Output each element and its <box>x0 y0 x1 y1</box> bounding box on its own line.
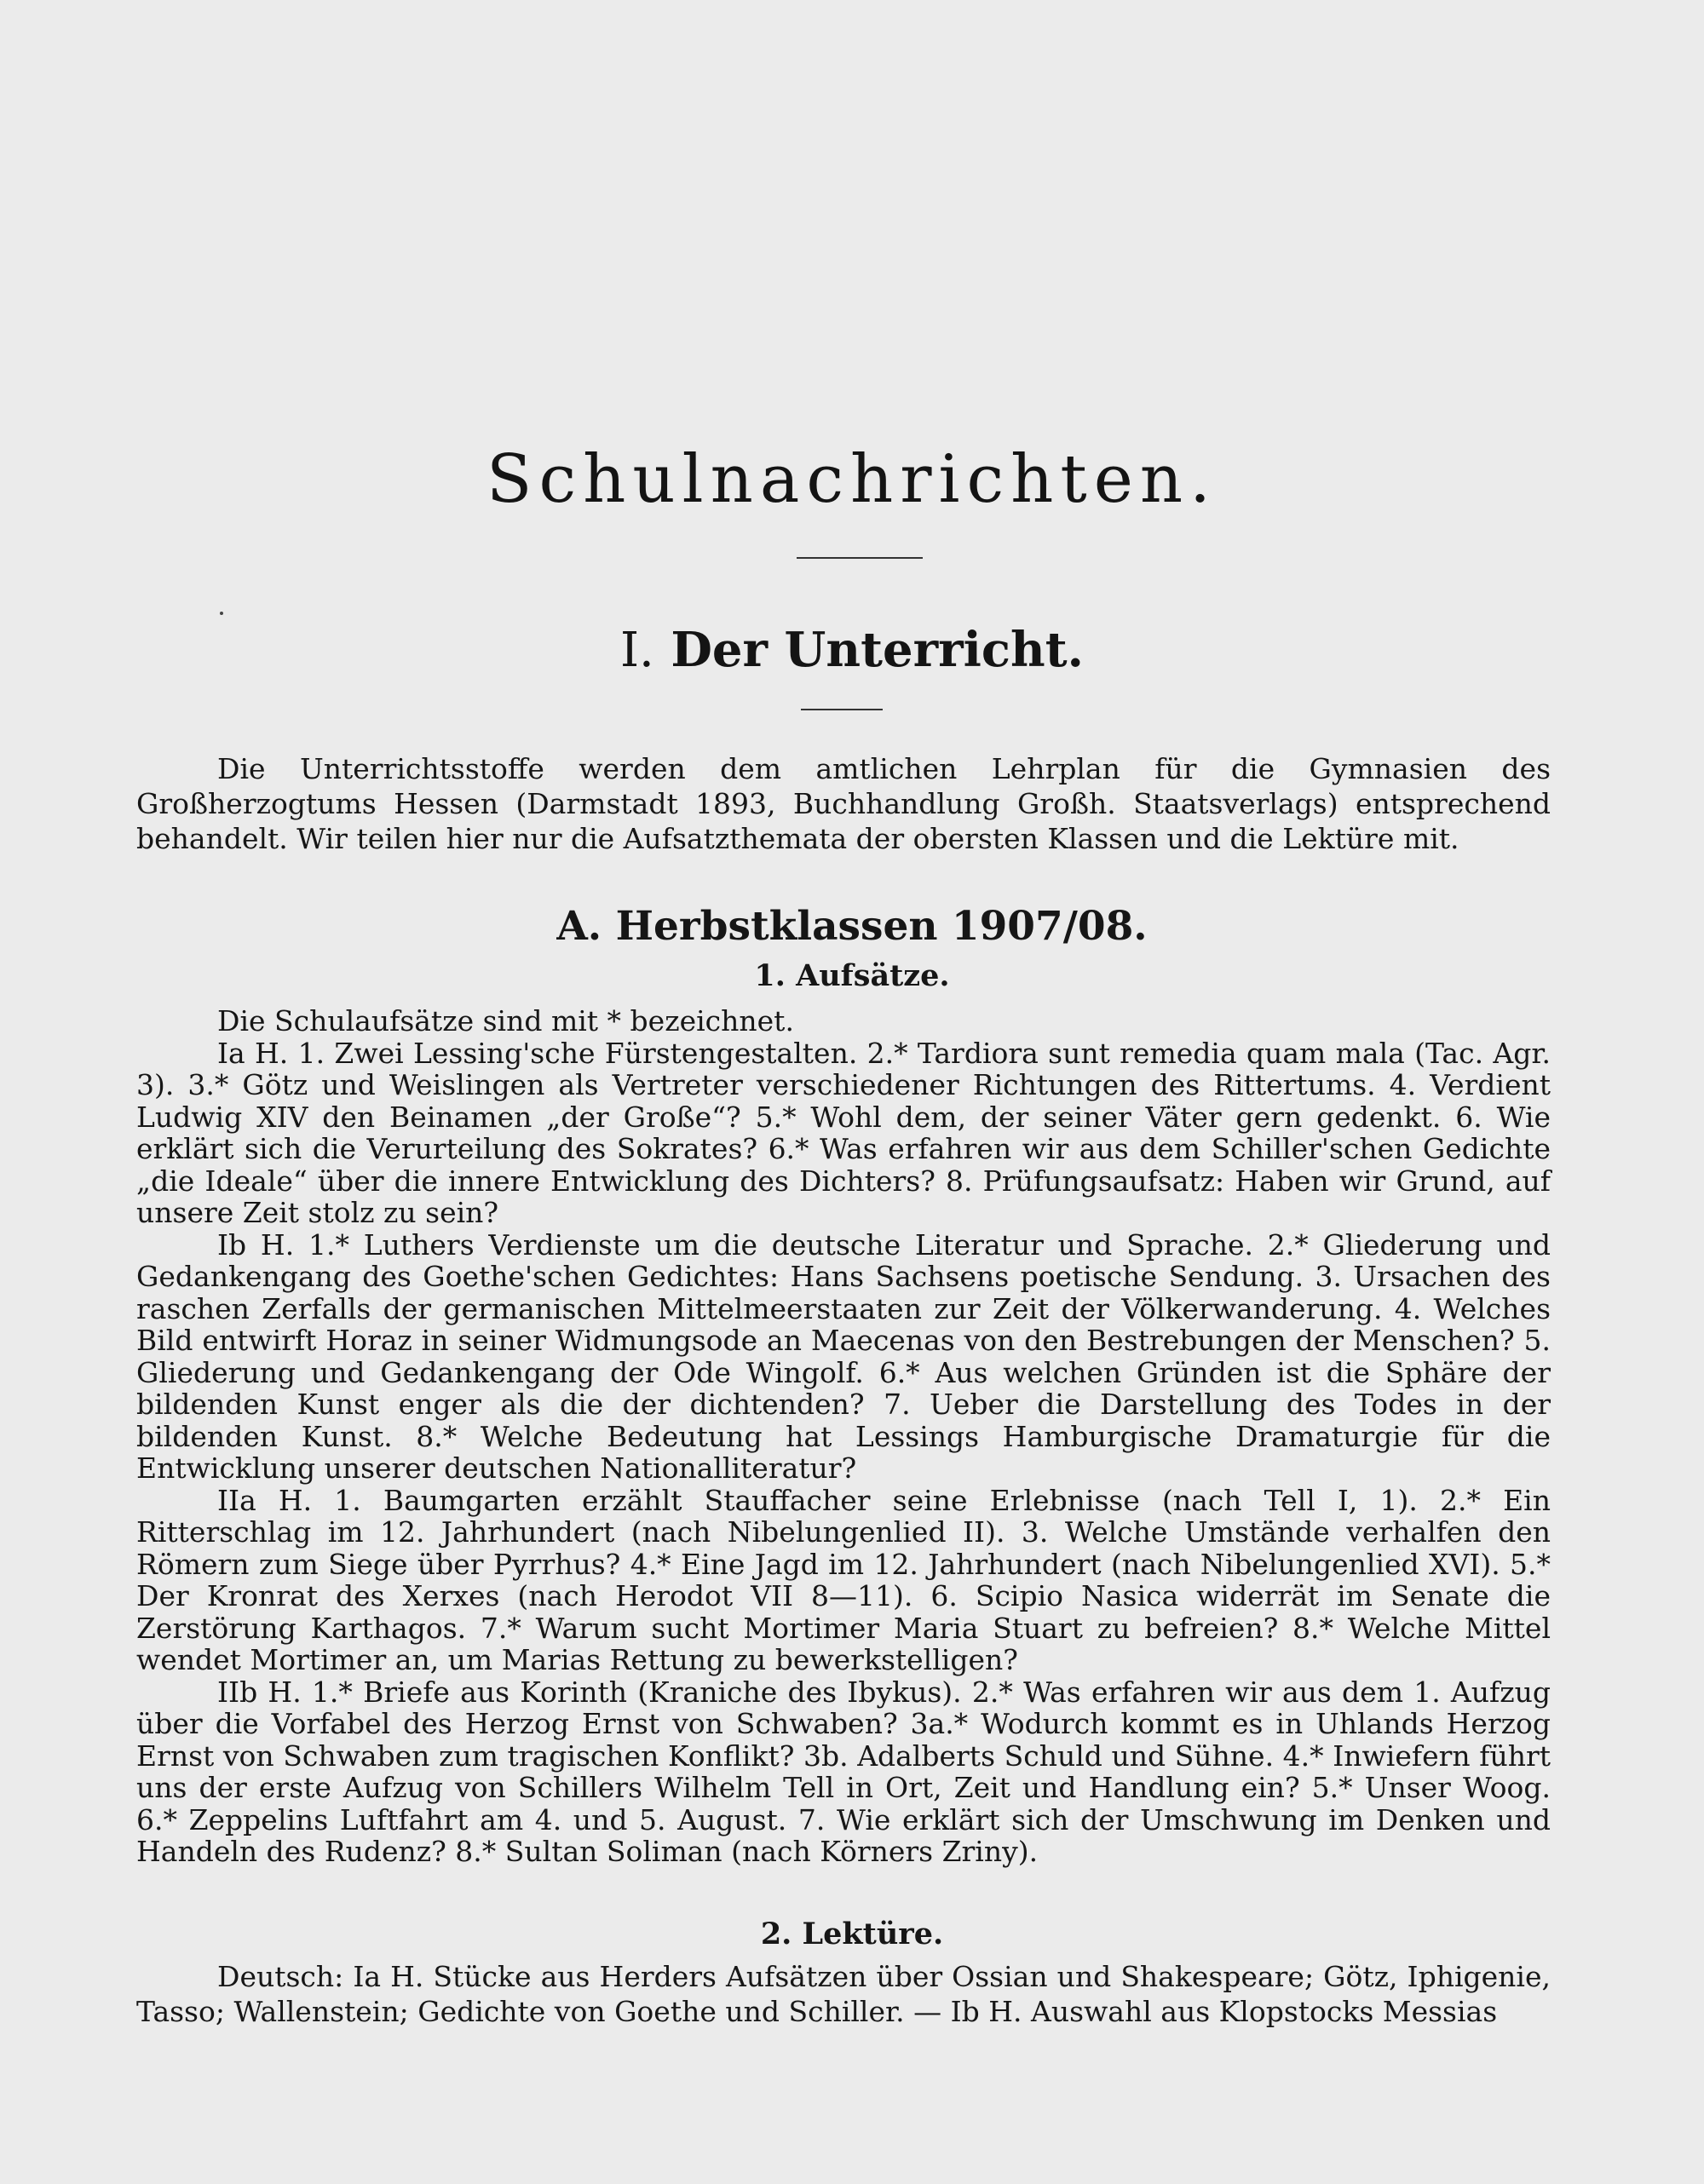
ink-speck <box>220 612 223 615</box>
essays-body <box>136 1005 1551 1868</box>
essays-heading: 1. Aufsätze. <box>754 958 950 993</box>
essay-paragraph-iib: IIb H. 1.* Briefe aus Korinth (Kraniche des Ibykus). 2.* Was erfahren wir aus dem 1. Aufzug über die Vorfabel des Herzog Ernst von Schwaben? 3a.* Wodurch kommt es in Uhlands Herzog Ernst von Schwaben zum tragischen Konflikt? 3b. Adalberts Schuld und Sühne. 4.* Inwiefern führt uns der erste Aufzug von Schillers Wilhelm Tell in Ort, Zeit und Handlung ein? 5.* Unser Woog. 6.* Zeppelins Luftfahrt am 4. und 5. August. 7. Wie erklärt sich der Umschwung im Denken und Handeln des Rudenz? 8.* Sultan Soliman (nach Körners Zriny). <box>136 1675 1551 1868</box>
essay-paragraph-ia: Ia H. 1. Zwei Lessing'sche Fürstengestalten. 2.* Tardiora sunt remedia quam mala (Tac. Agr. 3). 3.* Götz und Weislingen als Vertreter verschiedener Richtungen des Rittertums. 4. Verdient Ludwig XIV den Beinamen „der Große“? 5.* Wohl dem, der seiner Väter gern gedenkt. 6. Wie erklärt sich die Verurteilung des Sokrates? 6.* Was erfahren wir aus dem Schiller'schen Gedichte „die Ideale“ über die innere Entwicklung des Dichters? 8. Prüfungsaufsatz: Haben wir Grund, auf unsere Zeit stolz zu sein? <box>136 1036 1551 1229</box>
section-title: Der Unterricht. <box>671 622 1085 678</box>
reading-paragraph: Deutsch: Ia H. Stücke aus Herders Aufsätzen über Ossian und Shakespeare; Götz, Iphigenie, Tasso; Wallenstein; Gedichte von Goethe und Schiller. — Ib H. Auswahl aus Klopstocks Messias <box>136 1960 1551 2028</box>
page-title: Schulnachrichten. <box>486 441 1218 518</box>
section-number: I. <box>619 623 654 678</box>
reading-heading: 2. Lektüre. <box>760 1917 944 1951</box>
essay-paragraph-iia: IIa H. 1. Baumgarten erzählt Stauffacher seine Erlebnisse (nach Tell I, 1). 2.* Ein Ritterschlag im 12. Jahrhundert (nach Nibelungenlied II). 3. Welche Umstände verhalfen den Römern zum Siege über Pyrrhus? 4.* Eine Jagd im 12. Jahrhundert (nach Nibelungenlied XVI). 5.* Der Kronrat des Xerxes (nach Herodot VII 8—11). 6. Scipio Nasica widerrät im Senate die Zerstörung Karthagos. 7.* Warum sucht Mortimer Maria Stuart zu befreien? 8.* Welche Mittel wendet Mortimer an, um Marias Rettung zu bewerkstelligen? <box>136 1483 1551 1676</box>
subsection-label: A. <box>556 903 602 950</box>
subsection-title: Herbstklassen 1907/08. <box>615 903 1148 950</box>
subsection-heading <box>0 903 1704 950</box>
section-heading <box>0 622 1704 678</box>
essays-note: Die Schulaufsätze sind mit * bezeichnet. <box>217 1004 794 1037</box>
essay-paragraph-ib: Ib H. 1.* Luthers Verdienste um die deutsche Literatur und Sprache. 2.* Gliederung und Gedankengang des Goethe'schen Gedichtes: Hans Sachsens poetische Sendung. 3. Ursachen des raschen Zerfalls der germanischen Mittelmeerstaaten zur Zeit der Völkerwanderung. 4. Welches Bild entwirft Horaz in seiner Widmungsode an Maecenas von den Bestrebungen der Menschen? 5. Gliederung und Gedankengang der Ode Wingolf. 6.* Aus welchen Gründen ist die Sphäre der bildenden Kunst enger als die der dichtenden? 7. Ueber die Darstellung des Todes in der bildenden Kunst. 8.* Welche Bedeutung hat Lessings Hamburgische Dramaturgie für die Entwicklung unserer deutschen Nationalliteratur? <box>136 1227 1551 1485</box>
intro-paragraph: Die Unterrichtsstoffe werden dem amtlichen Lehrplan für die Gymnasien des Großherzogtums Hessen (Darmstadt 1893, Buchhandlung Großh. Staatsverlags) entsprechend behandelt. Wir teilen hier nur die Aufsatzthemata der obersten Klassen und die Lektüre mit. <box>136 752 1551 855</box>
section-divider <box>801 709 883 710</box>
title-divider <box>797 557 923 559</box>
